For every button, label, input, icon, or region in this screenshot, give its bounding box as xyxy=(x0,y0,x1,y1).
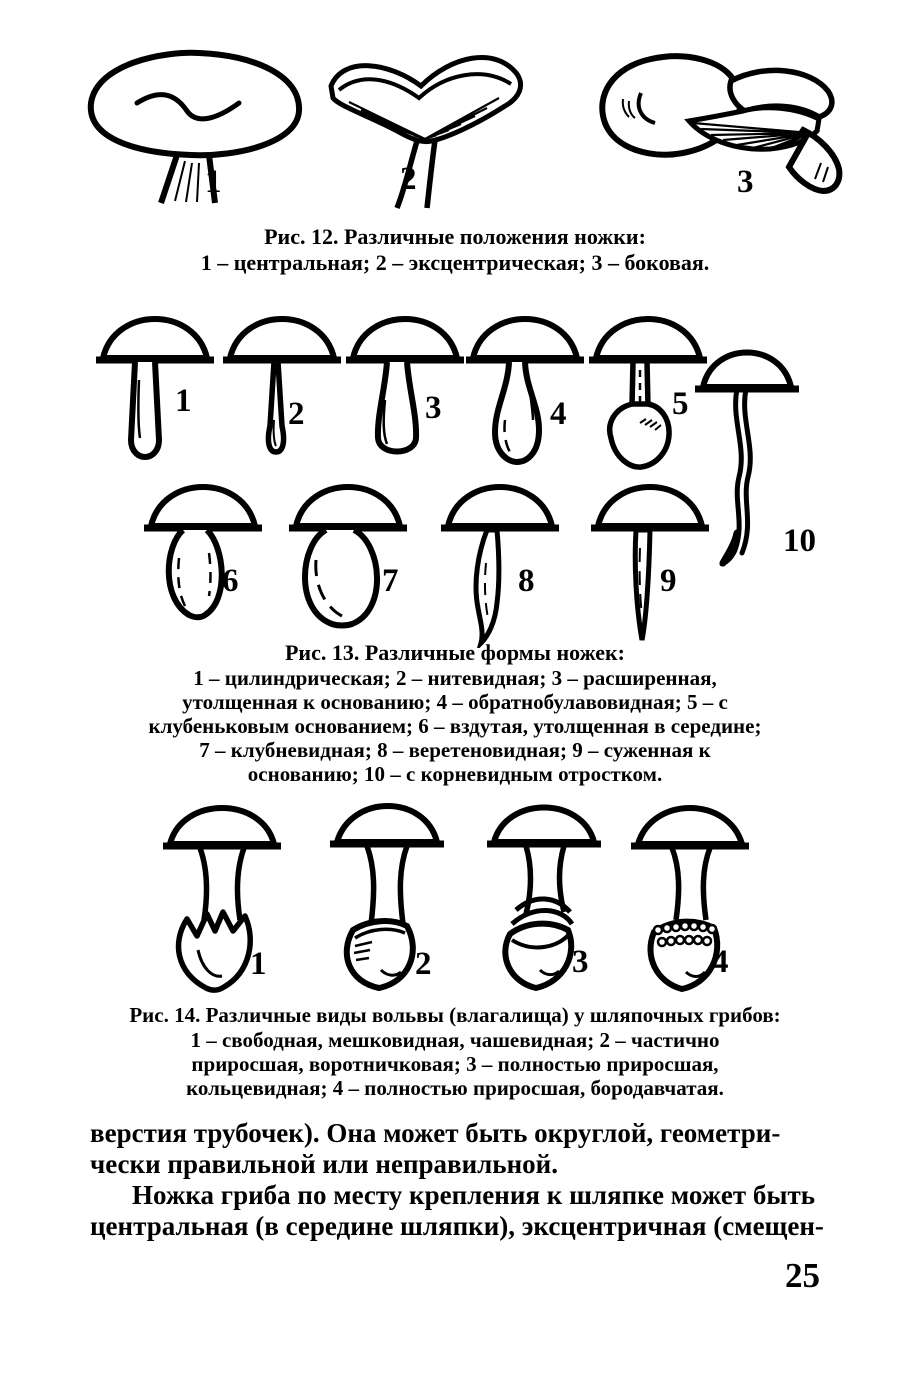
fig13-label-5: 5 xyxy=(672,386,689,422)
body-line: Ножка гриба по месту крепления к шляпке может быть xyxy=(132,1180,815,1210)
fig13-label-2: 2 xyxy=(288,396,305,432)
fig13-mushroom-9 xyxy=(590,468,710,648)
fig13-mushroom-7 xyxy=(288,468,408,633)
fig14-caption-line: приросшая, воротничковая; 3 – полностью приросшая, xyxy=(191,1052,719,1076)
body-line: чески правильной или неправильной. xyxy=(90,1149,558,1179)
fig12-label-3: 3 xyxy=(737,164,754,200)
body-text xyxy=(90,1118,860,1242)
fig12-caption-line: 1 – центральная; 2 – эксцентрическая; 3 – боковая. xyxy=(200,250,710,275)
fig13-caption-title: Рис. 13. Различные формы ножек: xyxy=(284,640,626,665)
fig13-label-9: 9 xyxy=(660,563,677,599)
fig14-caption xyxy=(0,1002,910,1100)
fig14-caption-line: 1 – свободная, мешковидная, чашевидная; 2 – частично xyxy=(190,1028,720,1052)
fig13-caption-line: 7 – клубневидная; 8 – веретеновидная; 9 – суженная к xyxy=(199,738,711,762)
fig13-mushroom-2 xyxy=(222,300,342,465)
fig13-label-6: 6 xyxy=(222,563,239,599)
fig13-mushroom-4 xyxy=(465,300,585,470)
fig14-label-4: 4 xyxy=(712,944,729,980)
fig13-mushroom-3 xyxy=(345,300,465,465)
body-line: верстия трубочек). Она может быть округлой, геометри- xyxy=(90,1118,781,1148)
fig13-label-1: 1 xyxy=(175,383,192,419)
fig14-label-3: 3 xyxy=(572,944,589,980)
fig13-mushroom-8 xyxy=(440,468,560,648)
fig13-label-8: 8 xyxy=(518,563,535,599)
fig13-label-4: 4 xyxy=(550,396,567,432)
fig13-caption-line: 1 – цилиндрическая; 2 – нитевидная; 3 – расширенная, xyxy=(193,666,717,690)
fig13-mushroom-1 xyxy=(95,300,215,465)
fig13-caption-line: основанию; 10 – с корневидным отростком. xyxy=(247,762,663,786)
fig13-caption-line: клубеньковым основанием; 6 – вздутая, утолщенная в середине; xyxy=(148,714,762,738)
fig14-mushroom-4 xyxy=(628,792,753,997)
fig13-label-7: 7 xyxy=(382,563,399,599)
fig14-caption-title: Рис. 14. Различные виды вольвы (влагалища) у шляпочных грибов: xyxy=(129,1003,781,1027)
fig14-label-1: 1 xyxy=(250,946,267,982)
fig12-mushroom-lateral xyxy=(585,45,850,200)
fig12-mushroom-eccentric xyxy=(325,40,525,210)
fig13-caption-line: утолщенная к основанию; 4 – обратнобулавовидная; 5 – с xyxy=(182,690,728,714)
page-number: 25 xyxy=(785,1256,820,1295)
fig13-mushroom-6 xyxy=(143,468,263,633)
fig13-caption xyxy=(0,640,910,786)
fig14-caption-line: кольцевидная; 4 – полностью приросшая, бородавчатая. xyxy=(186,1076,724,1100)
body-line: центральная (в середине шляпки), эксцентричная (смещен- xyxy=(90,1211,824,1241)
fig12-caption xyxy=(0,224,910,276)
fig12-label-1: 1 xyxy=(205,164,222,200)
fig13-label-3: 3 xyxy=(425,390,442,426)
fig14-label-2: 2 xyxy=(415,946,432,982)
fig12-label-2: 2 xyxy=(400,161,417,197)
fig13-label-10: 10 xyxy=(783,523,816,559)
fig12-mushroom-central xyxy=(75,35,315,205)
fig12-caption-title: Рис. 12. Различные положения ножки: xyxy=(264,224,646,249)
